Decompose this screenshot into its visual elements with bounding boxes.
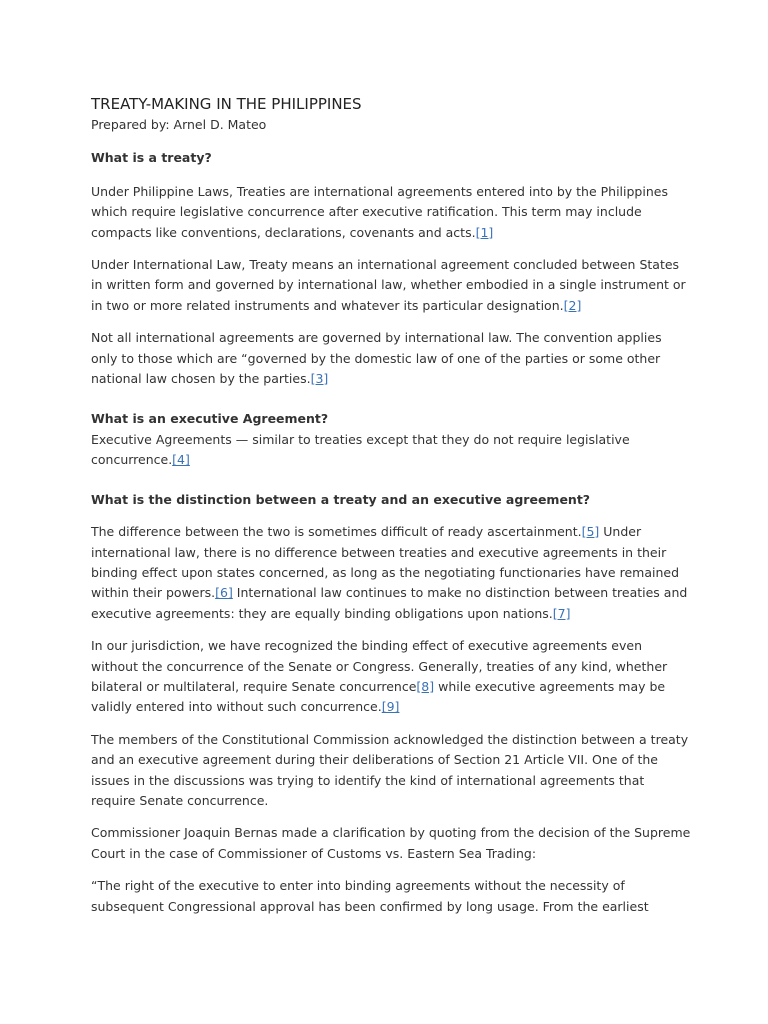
paragraph-text: while executive agreements may be validly entered into without such concurrence. xyxy=(91,678,666,715)
paragraph-text: In our jurisdiction, we have recognized the binding effect of executive agreements even without the concurrence of the Senate or Congress. Generally, treaties of any kind, whether bilateral or multilateral, require Senate concurrence xyxy=(91,638,668,694)
footnote-link-5[interactable]: [5] xyxy=(581,524,600,540)
author-byline: Prepared by: Arnel D. Mateo xyxy=(91,117,267,132)
footnote-link-9[interactable]: [9] xyxy=(381,699,400,715)
section-heading-executive-agreement: What is an executive Agreement? xyxy=(91,411,329,427)
document-body xyxy=(91,94,691,917)
footnote-link-8[interactable]: [8] xyxy=(416,678,435,694)
document-title: TREATY-MAKING IN THE PHILIPPINES xyxy=(91,95,362,113)
paragraph-text: Under International Law, Treaty means an international agreement concluded between States in written form and governed by international law, whether embodied in a single instrument or in two or more related instruments and whatever its particular designation. xyxy=(91,257,686,313)
paragraph-text: International law continues to make no distinction between treaties and executive agreements: they are equally binding obligations upon nations. xyxy=(91,585,688,621)
paragraph-text: The difference between the two is sometimes difficult of ready ascertainment. xyxy=(91,524,582,540)
paragraph-difference xyxy=(91,522,691,624)
section-heading-treaty: What is a treaty? xyxy=(91,150,212,166)
section-heading-distinction: What is the distinction between a treaty and an executive agreement? xyxy=(91,491,591,507)
paragraph-philippine-law xyxy=(91,182,691,243)
paragraph-constitutional-commission: The members of the Constitutional Commission acknowledged the distinction between a treaty and an executive agreement during their deliberations of Section 21 Article VII. One of the issues in the discussions was trying to identify the kind of international agreements that require Senate concurrence. xyxy=(91,731,689,808)
paragraph-text: Under Philippine Laws, Treaties are international agreements entered into by the Philippines which require legislative concurrence after executive ratification. This term may include compacts like conventions, declarations, covenants and acts. xyxy=(91,183,668,240)
paragraph-text: Not all international agreements are governed by international law. The convention applies only to those which are “governed by the domestic law of one of the parties or some other national law chosen by the parties. xyxy=(91,330,662,387)
footnote-link-1[interactable]: [1] xyxy=(475,224,494,240)
paragraph-jurisdiction xyxy=(91,636,691,718)
paragraph-executive-agreements xyxy=(91,430,691,471)
footnote-link-6[interactable]: [6] xyxy=(215,585,233,601)
footnote-link-7[interactable]: [7] xyxy=(552,605,571,621)
paragraph-text: Executive Agreements — similar to treaties except that they do not require legislative concurrence. xyxy=(91,431,630,468)
paragraph-governed-agreements xyxy=(91,328,691,389)
paragraph-bernas-clarification: Commissioner Joaquin Bernas made a clarification by quoting from the decision of the Supreme Court in the case of Commissioner of Customs vs. Eastern Sea Trading: xyxy=(91,825,691,861)
paragraph-international-law xyxy=(91,255,691,316)
footnote-link-4[interactable]: [4] xyxy=(172,452,190,468)
paragraph-quote: “The right of the executive to enter into binding agreements without the necessity of subsequent Congressional approval has been confirmed by long usage. From the earliest xyxy=(91,878,649,914)
footnote-link-2[interactable]: [2] xyxy=(563,297,582,313)
paragraph-text: Under international law, there is no difference between treaties and executive agreements in their binding effect upon states concerned, as long as the negotiating functionaries have remained within their powers. xyxy=(91,524,680,601)
footnote-link-3[interactable]: [3] xyxy=(310,371,329,387)
